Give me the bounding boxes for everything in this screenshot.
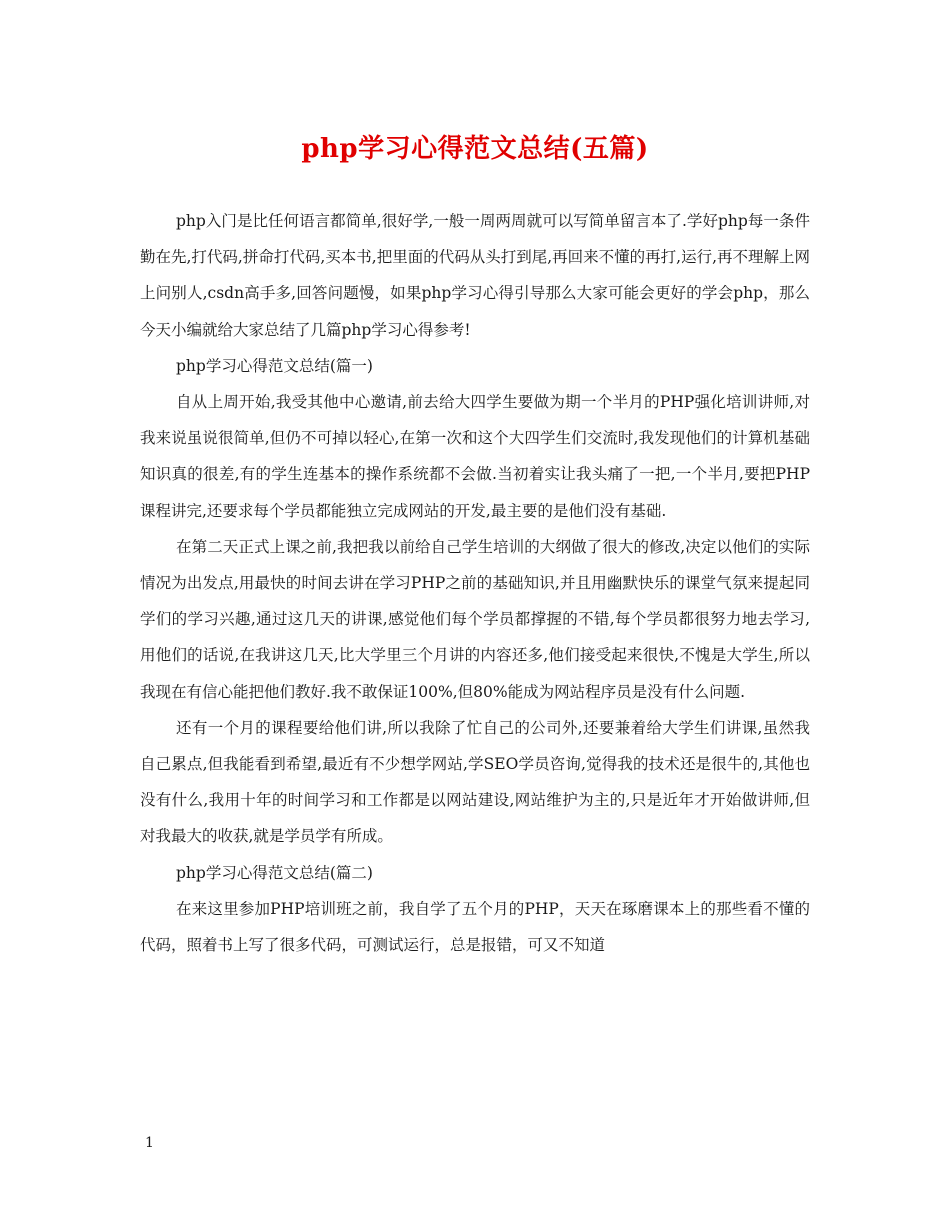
document-title: php学习心得范文总结(五篇) xyxy=(301,134,649,164)
section-heading-1: php学习心得范文总结(篇一) xyxy=(176,356,373,375)
intro-paragraph: php入门是比任何语言都简单,很好学,一般一周两周就可以写简单留言本了.学好php每一条件勤在先,打代码,拼命打代码,买本书,把里面的代码从头打到尾,再回来不懂的再打,运行,再不理解上网上问别人,csdn高手多,回答问题慢，如果php学习心得引导那么大家可能会更好的学会php，那么今天小编就给大家总结了几篇php学习心得参考! xyxy=(140,212,810,339)
document-body xyxy=(140,203,810,963)
body-paragraph: 在来这里参加PHP培训班之前，我自学了五个月的PHP，天天在琢磨课本上的那些看不懂的代码，照着书上写了很多代码，可测试运行，总是报错，可又不知道 xyxy=(140,899,810,955)
page-number: 1 xyxy=(145,1135,154,1151)
body-paragraph: 自从上周开始,我受其他中心邀请,前去给大四学生要做为期一个半月的PHP强化培训讲师,对我来说虽说很简单,但仍不可掉以轻心,在第一次和这个大四学生们交流时,我发现他们的计算机基础知识真的很差,有的学生连基本的操作系统都不会做.当初着实让我头痛了一把,一个半月,要把PHP课程讲完,还要求每个学员都能独立完成网站的开发,最主要的是他们没有基础. xyxy=(140,393,810,520)
body-paragraph: 在第二天正式上课之前,我把我以前给自己学生培训的大纲做了很大的修改,决定以他们的实际情况为出发点,用最快的时间去讲在学习PHP之前的基础知识,并且用幽默快乐的课堂气氛来提起同学们的学习兴趣,通过这几天的讲课,感觉他们每个学员都撑握的不错,每个学员都很努力地去学习,用他们的话说,在我讲这几天,比大学里三个月讲的内容还多,他们接受起来很快,不愧是大学生,所以我现在有信心能把他们教好.我不敢保证100%,但80%能成为网站程序员是没有什么问题. xyxy=(140,537,810,701)
section-heading-2: php学习心得范文总结(篇二) xyxy=(176,863,373,882)
body-paragraph: 还有一个月的课程要给他们讲,所以我除了忙自己的公司外,还要兼着给大学生们讲课,虽然我自己累点,但我能看到希望,最近有不少想学网站,学SEO学员咨询,觉得我的技术还是很牛的,其他也没有什么,我用十年的时间学习和工作都是以网站建设,网站维护为主的,只是近年才开始做讲师,但对我最大的收获,就是学员学有所成。 xyxy=(140,718,810,846)
